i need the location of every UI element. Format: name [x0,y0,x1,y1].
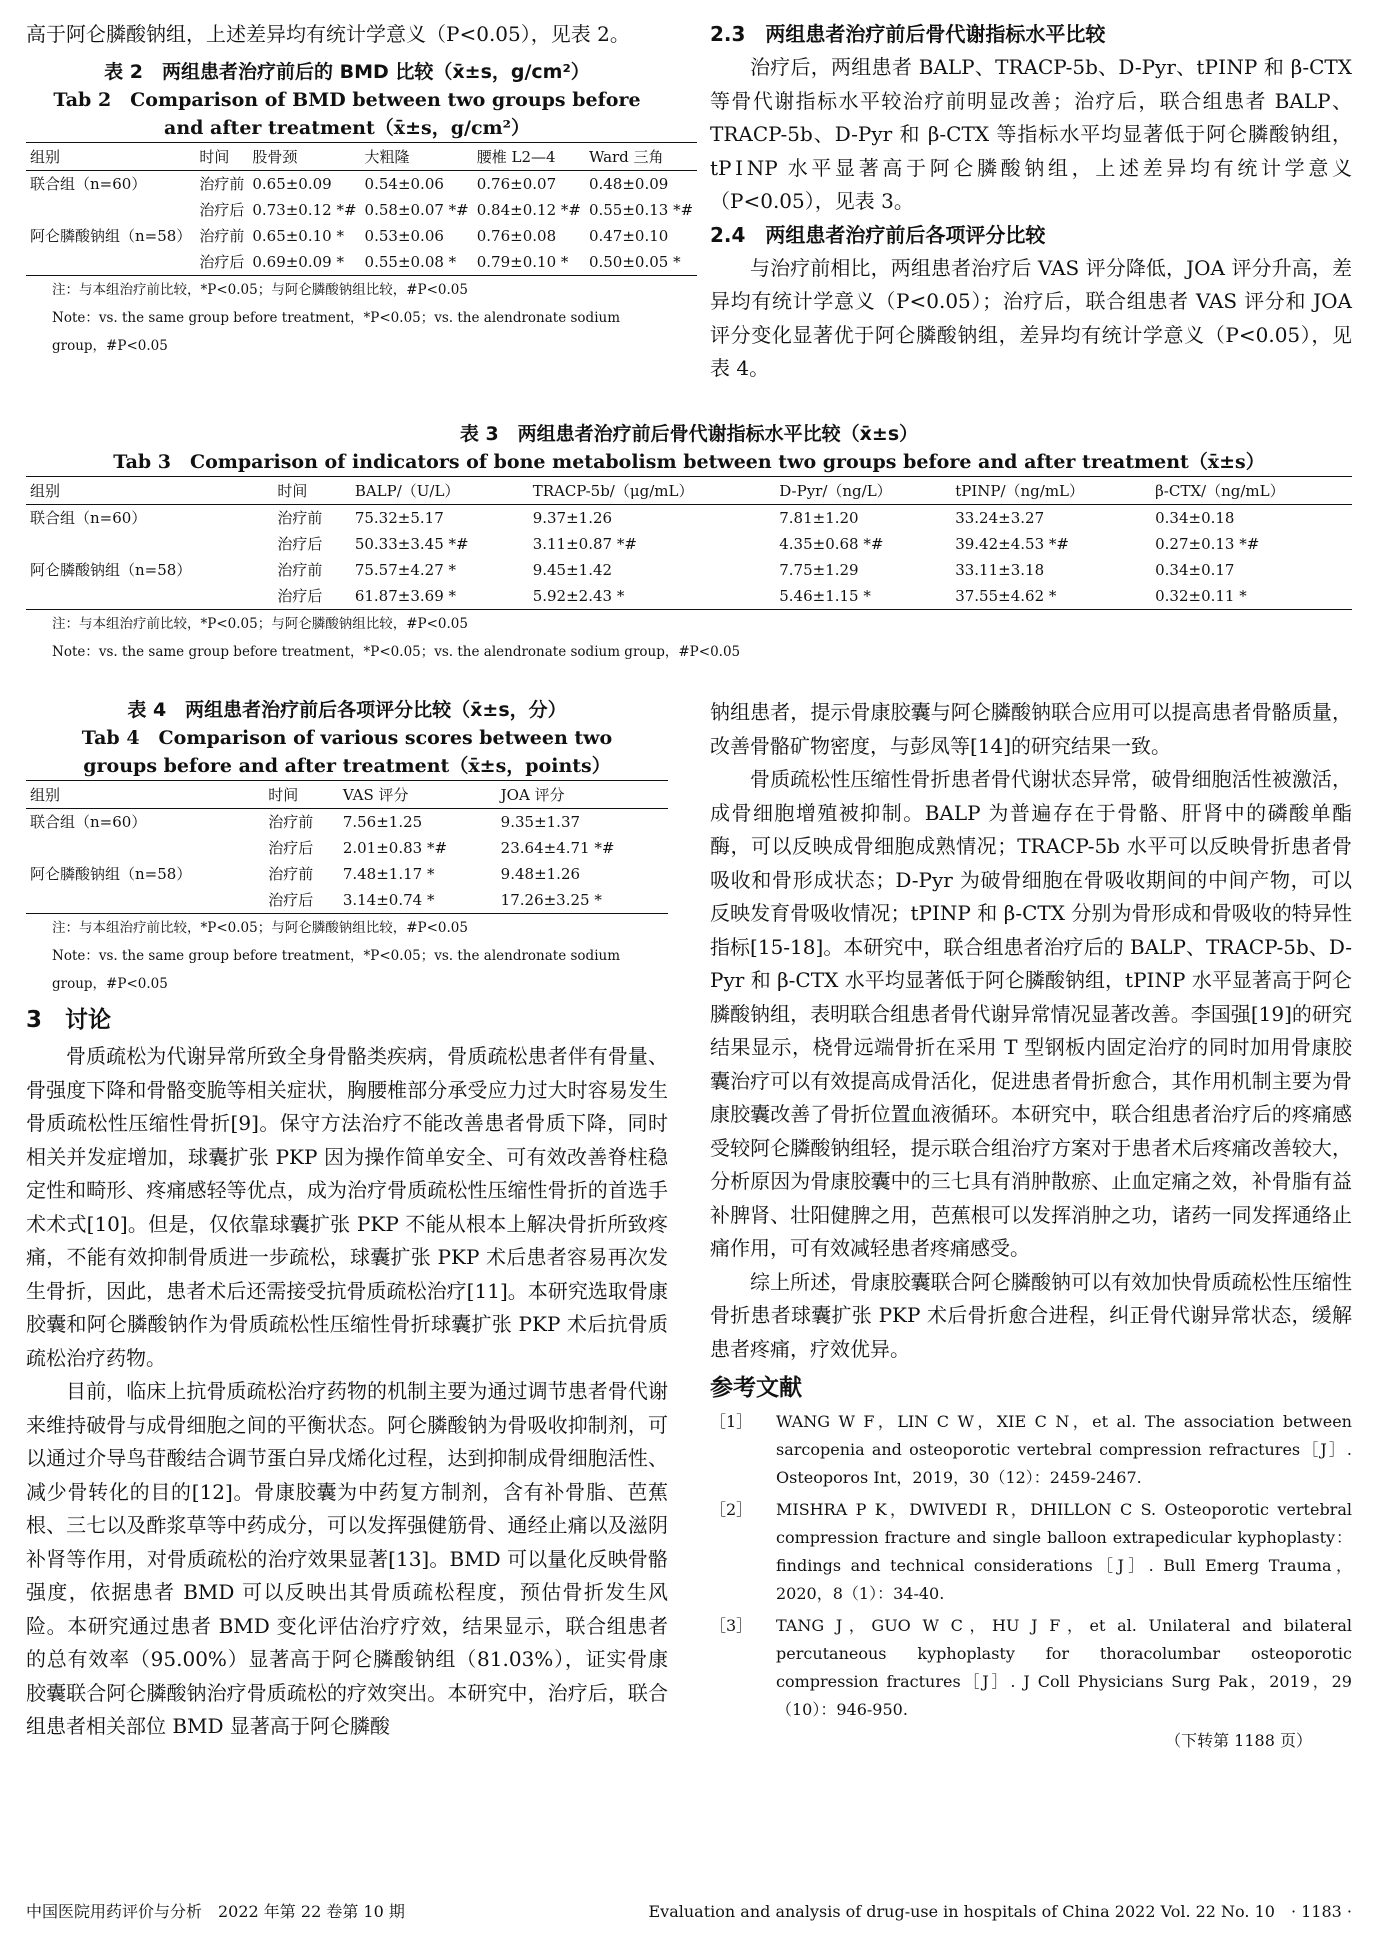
table-cell: 0.27±0.13 *# [1155,535,1260,553]
table2-header: 大粗隆 [361,142,473,170]
table-row [26,505,1352,532]
footer-journal-en: Evaluation and analysis of drug-use in hospitals of China 2022 Vol. 22 No. 10 · 1183 · [648,1902,1352,1921]
right-column-top [710,18,1352,386]
table4-title-en: Tab 4 Comparison of various scores between two groups before and after treatment（x̄±s，points） [81,727,613,777]
table-cell: 37.55±4.62 * [951,583,1151,610]
table4-header: 时间 [264,781,339,809]
reference-text: WANG W F，LIN C W，XIE C N，et al. The association between sarcopenia and osteoporotic vertebral compression refractures［J］. Osteoporos Int，2019，30（12）：2459-2467. [776,1412,1353,1487]
table-cell [26,197,195,223]
section-2-3-paragraph: 治疗后，两组患者 BALP、TRACP-5b、D-Pyr、tPⅠNP 和 β-CTX 等骨代谢指标水平较治疗前明显改善；治疗后，联合组患者 BALP、TRACP-5b、D-Pyr 和 β-CTX 等指标水平均显著低于阿仑膦酸钠组，tPⅠNP 水平显著高于阿仑膦酸钠组，上述差异均有统计学意义（P<0.05），见表 3。 [710,55,1352,213]
section-2-4-paragraph: 与治疗前相比，两组患者治疗后 VAS 评分降低，JOA 评分升高，差异均有统计学意义（P<0.05）；治疗后，联合组患者 VAS 评分和 JOA 评分变化显著优于阿仑膦酸钠组，差异均有统计学意义（P<0.05），见表 4。 [710,255,1352,380]
left-column-bottom [26,696,668,1744]
reference-item [710,1612,1352,1724]
table-cell: 治疗前 [268,813,314,831]
section-2-4-heading: 2.4 两组患者治疗前后各项评分比较 [710,222,1046,247]
table-cell: 7.75±1.29 [779,561,859,579]
table-cell: 0.48±0.09 [588,174,669,193]
table-cell: 联合组（n=60） [30,174,147,193]
table-cell: 治疗前 [199,174,245,193]
discussion-paragraph-1: 骨质疏松为代谢异常所致全身骨骼类疾病，骨质疏松患者伴有骨量、骨强度下降和骨骼变脆等相关症状，胸腰椎部分承受应力过大时容易发生骨质疏松性压缩性骨折[9]。保守方法治疗不能改善患者骨质下降，同时相关并发症增加，球囊扩张 PKP 因为操作简单安全、可有效改善脊柱稳定性和畸形、疼痛感轻等优点，成为治疗骨质疏松性压缩性骨折的首选手术术式[10]。但是，仅依靠球囊扩张 PKP 不能从根本上解决骨折所致疼痛，不能有效抑制骨质进一步疏松，球囊扩张 PKP 术后患者容易再次发生骨折，因此，患者术后还需接受抗骨质疏松治疗[11]。本研究选取骨康胶囊和阿仑膦酸钠作为骨质疏松性压缩性骨折球囊扩张 PKP 术后抗骨质疏松治疗药物。 [26,1044,668,1370]
table-cell: 0.73±0.12 *# [252,200,357,219]
table-cell: 0.65±0.10 * [252,226,344,245]
table3-header: β-CTX/（ng/mL） [1151,477,1352,505]
reference-item [710,1408,1352,1492]
table-cell: 治疗前 [277,561,323,579]
footer-journal-cn: 中国医院用药评价与分析 2022 年第 22 卷第 10 期 [26,1902,405,1921]
table-row [26,887,668,914]
table-cell: 61.87±3.69 * [351,583,529,610]
table-cell: 0.76±0.07 [476,174,557,193]
table4-note-cn: 注：与本组治疗前比较，*P<0.05；与阿仑膦酸钠组比较，#P<0.05 [52,920,468,936]
table4-header: 组别 [26,781,264,809]
table-cell: 0.53±0.06 [364,226,444,245]
table3-header-row [26,477,1352,505]
table4-header: VAS 评分 [339,781,497,809]
table3-note-en: Note：vs. the same group before treatment，*P<0.05；vs. the alendronate sodium group，#P<0.05 [52,644,741,660]
table-cell: 9.35±1.37 [500,813,581,831]
table-cell: 7.56±1.25 [342,813,423,831]
table-cell: 0.34±0.18 [1155,509,1235,527]
table3-note-cn: 注：与本组治疗前比较，*P<0.05；与阿仑膦酸钠组比较，#P<0.05 [52,616,468,632]
table-cell: 5.92±2.43 * [529,583,776,610]
table-cell: 75.32±5.17 [354,509,444,527]
table3-header: D-Pyr/（ng/L） [775,477,951,505]
table3-header: 组别 [26,477,273,505]
discussion-paragraph-5: 综上所述，骨康胶囊联合阿仑膦酸钠可以有效加快骨质疏松性压缩性骨折患者球囊扩张 PKP 术后骨折愈合进程，纠正骨代谢异常状态，缓解患者疼痛，疗效优异。 [710,1269,1352,1361]
table-cell: 75.57±4.27 * [354,561,457,579]
table-row [26,861,668,887]
page-footer [26,1897,1352,1927]
table4-header: JOA 评分 [497,781,668,809]
table3-block [26,420,1352,666]
table-cell: 0.79±0.10 * [473,249,585,276]
table-row [26,223,697,249]
table-cell [26,531,273,557]
table-cell: 2.01±0.83 *# [342,839,448,857]
table-cell: 39.42±4.53 *# [955,535,1069,553]
table-cell: 治疗后 [195,249,248,276]
table2-header: 腰椎 L2—4 [473,142,585,170]
table-cell [26,887,264,914]
table-cell: 联合组（n=60） [30,813,147,831]
reference-number: ［3］ [710,1616,753,1635]
table2-header: 组别 [26,142,195,170]
discussion-paragraph-4: 骨质疏松性压缩性骨折患者骨代谢状态异常，破骨细胞活性被激活，成骨细胞增殖被抑制。BALP 为普遍存在于骨骼、肝肾中的磷酸单酯酶，可以反映成骨细胞成熟情况；TRACP-5b 水平可以反映骨折患者骨吸收和骨形成状态；D-Pyr 为破骨细胞在骨吸收期间的中间产物，可以反映发育骨吸收情况；tPⅠNP 和 β-CTX 分别为骨形成和骨吸收的特异性指标[15-18]。本研究中，联合组患者治疗后的 BALP、TRACP-5b、D-Pyr 和 β-CTX 水平均显著低于阿仑膦酸钠组，tPⅠNP 水平显著高于阿仑膦酸钠组，表明联合组患者骨代谢异常情况显著改善。李国强[19]的研究结果显示，桡骨远端骨折在采用 T 型钢板内固定治疗的同时加用骨康胶囊治疗可以有效提高成骨活化，促进患者骨折愈合，其作用机制主要为骨康胶囊改善了骨折位置血液循环。本研究中，联合组患者治疗后的疼痛感受较阿仑膦酸钠组轻，提示联合组治疗方案对于患者术后疼痛改善较大，分析原因为骨康胶囊中的三七具有消肿散瘀、止血定痛之效，补骨脂有益补脾肾、壮阳健脾之用，芭蕉根可以发挥消肿之功，诸药一同发挥通络止痛作用，可有效减轻患者疼痛感受。 [710,767,1352,1260]
table2-note-en: Note：vs. the same group before treatment，*P<0.05；vs. the alendronate sodium group，#P<0.05 [52,309,621,354]
reference-number: ［2］ [710,1500,753,1519]
table-cell: 治疗前 [199,226,245,245]
table-cell: 0.54±0.06 [364,174,444,193]
table-cell: 9.45±1.42 [532,561,613,579]
table-cell: 7.81±1.20 [779,509,859,527]
table-cell: 治疗后 [199,200,245,219]
table2-block [26,58,694,360]
table-cell: 0.69±0.09 * [248,249,360,276]
table-cell: 3.11±0.87 *# [532,535,637,553]
table-cell: 0.55±0.08 * [361,249,473,276]
reference-number: ［1］ [710,1412,753,1431]
table-row [26,249,697,276]
table3 [26,476,1352,610]
table3-header: TRACP-5b/（μg/mL） [529,477,776,505]
table-cell: 0.34±0.17 [1155,561,1235,579]
table-row [26,170,697,197]
table-cell [26,249,195,276]
table-cell: 5.46±1.15 * [775,583,951,610]
table-cell: 7.48±1.17 * [342,865,435,883]
table-row [26,557,1352,583]
reference-item [710,1496,1352,1608]
reference-text: TANG J，GUO W C，HU J F，et al. Unilateral and bilateral percutaneous kyphoplasty for thoracolumbar osteoporotic compression fractures［J］. J Coll Physicians Surg Pak，2019，29（10）：946-950. [776,1616,1352,1719]
table2-title-cn: 表 2 两组患者治疗前后的 BMD 比较（x̄±s，g/cm²） [104,60,590,83]
table-cell [26,583,273,610]
table-cell: 33.11±3.18 [955,561,1045,579]
table-cell: 0.76±0.08 [476,226,557,245]
table-cell: 50.33±3.45 *# [354,535,469,553]
table-row [26,809,668,836]
table2-note-cn: 注：与本组治疗前比较，*P<0.05；与阿仑膦酸钠组比较，#P<0.05 [52,281,468,298]
table-cell: 0.50±0.05 * [585,249,697,276]
table-cell: 0.58±0.07 *# [364,200,469,219]
table3-header: 时间 [273,477,350,505]
table4-header-row [26,781,668,809]
section-2-3-heading: 2.3 两组患者治疗前后骨代谢指标水平比较 [710,22,1106,46]
table4-block [26,696,668,998]
table-row [26,197,697,223]
table2 [26,142,697,276]
table-cell: 9.48±1.26 [500,865,581,883]
reference-list [710,1408,1352,1724]
table-cell: 4.35±0.68 *# [779,535,884,553]
table-cell: 0.84±0.12 *# [476,200,581,219]
table-cell: 阿仑膦酸钠组（n=58） [30,865,192,883]
table-cell: 阿仑膦酸钠组（n=58） [30,226,192,245]
discussion-paragraph-3: 钠组患者，提示骨康胶囊与阿仑膦酸钠联合应用可以提高患者骨骼质量，改善骨骼矿物密度，与彭凤等[14]的研究结果一致。 [710,700,1352,758]
continued-note: （下转第 1188 页） [1165,1731,1312,1750]
table-cell: 治疗后 [268,839,314,857]
table-cell: 23.64±4.71 *# [500,839,615,857]
table-cell: 治疗后 [273,583,350,610]
table4 [26,780,668,914]
discussion-heading: 3 讨论 [26,1007,112,1033]
table2-title-en: Tab 2 Comparison of BMD between two groups before and after treatment（x̄±s，g/cm²） [53,88,641,139]
table-cell: 治疗后 [264,887,339,914]
table3-header: BALP/（U/L） [351,477,529,505]
table-cell: 0.47±0.10 [588,226,669,245]
references-heading: 参考文献 [710,1375,802,1401]
table4-title-cn: 表 4 两组患者治疗前后各项评分比较（x̄±s，分） [127,699,567,721]
discussion-paragraph-2: 目前，临床上抗骨质疏松治疗药物的机制主要为通过调节患者骨代谢来维持破骨与成骨细胞之间的平衡状态。阿仑膦酸钠为骨吸收抑制剂，可以通过介导鸟苷酸结合调节蛋白异戊烯化过程，达到抑制成骨细胞活性、减少骨转化的目的[12]。骨康胶囊为中药复方制剂，含有补骨脂、芭蕉根、三七以及酢浆草等中药成分，可以发挥强健筋骨、通经止痛以及滋阴补肾等作用，对骨质疏松的治疗效果显著[13]。BMD 可以量化反映骨骼强度，依据患者 BMD 可以反映出其骨质疏松程度，预估骨折发生风险。本研究通过患者 BMD 变化评估治疗疗效，结果显示，联合组患者的总有效率（95.00%）显著高于阿仑膦酸钠组（81.03%），证实骨康胶囊联合阿仑膦酸钠治疗骨质疏松的疗效突出。本研究中，治疗后，联合组患者相关部位 BMD 显著高于阿仑膦酸 [26,1379,668,1738]
table-cell: 阿仑膦酸钠组（n=58） [30,561,192,579]
table3-title-cn: 表 3 两组患者治疗前后骨代谢指标水平比较（x̄±s） [459,423,919,445]
table-cell: 0.55±0.13 *# [588,200,694,219]
table3-title-en: Tab 3 Comparison of indicators of bone metabolism between two groups before and after treatment（x̄±s） [113,451,1265,473]
table-cell: 9.37±1.26 [532,509,613,527]
left-column-top [26,18,694,360]
table3-header: tPⅠNP/（ng/mL） [951,477,1151,505]
reference-text: MISHRA P K，DWIVEDI R，DHILLON C S. Osteoporotic vertebral compression fracture and single balloon extrapedicular kyphoplasty：findings and technical considerations［J］. Bull Emerg Trauma，2020，8（1）：34-40. [776,1500,1352,1603]
table-cell: 0.65±0.09 [252,174,332,193]
table-cell: 33.24±3.27 [955,509,1045,527]
table-cell: 0.32±0.11 * [1151,583,1352,610]
table2-header: 股骨颈 [248,142,360,170]
table-cell: 17.26±3.25 * [497,887,668,914]
table-cell: 3.14±0.74 * [339,887,497,914]
results-paragraph-end: 高于阿仑膦酸钠组，上述差异均有统计学意义（P<0.05），见表 2。 [26,22,630,46]
table2-header: 时间 [195,142,248,170]
table-cell: 治疗后 [277,535,323,553]
table-row [26,583,1352,610]
table-row [26,531,1352,557]
table-cell: 治疗前 [268,865,314,883]
table-row [26,835,668,861]
table4-note-en: Note：vs. the same group before treatment，*P<0.05；vs. the alendronate sodium group，#P<0.05 [52,948,621,992]
right-column-bottom [710,696,1352,1754]
table-cell: 治疗前 [277,509,323,527]
table-cell [26,835,264,861]
table-cell: 联合组（n=60） [30,509,147,527]
table2-header: Ward 三角 [585,142,697,170]
table2-header-row [26,142,697,170]
